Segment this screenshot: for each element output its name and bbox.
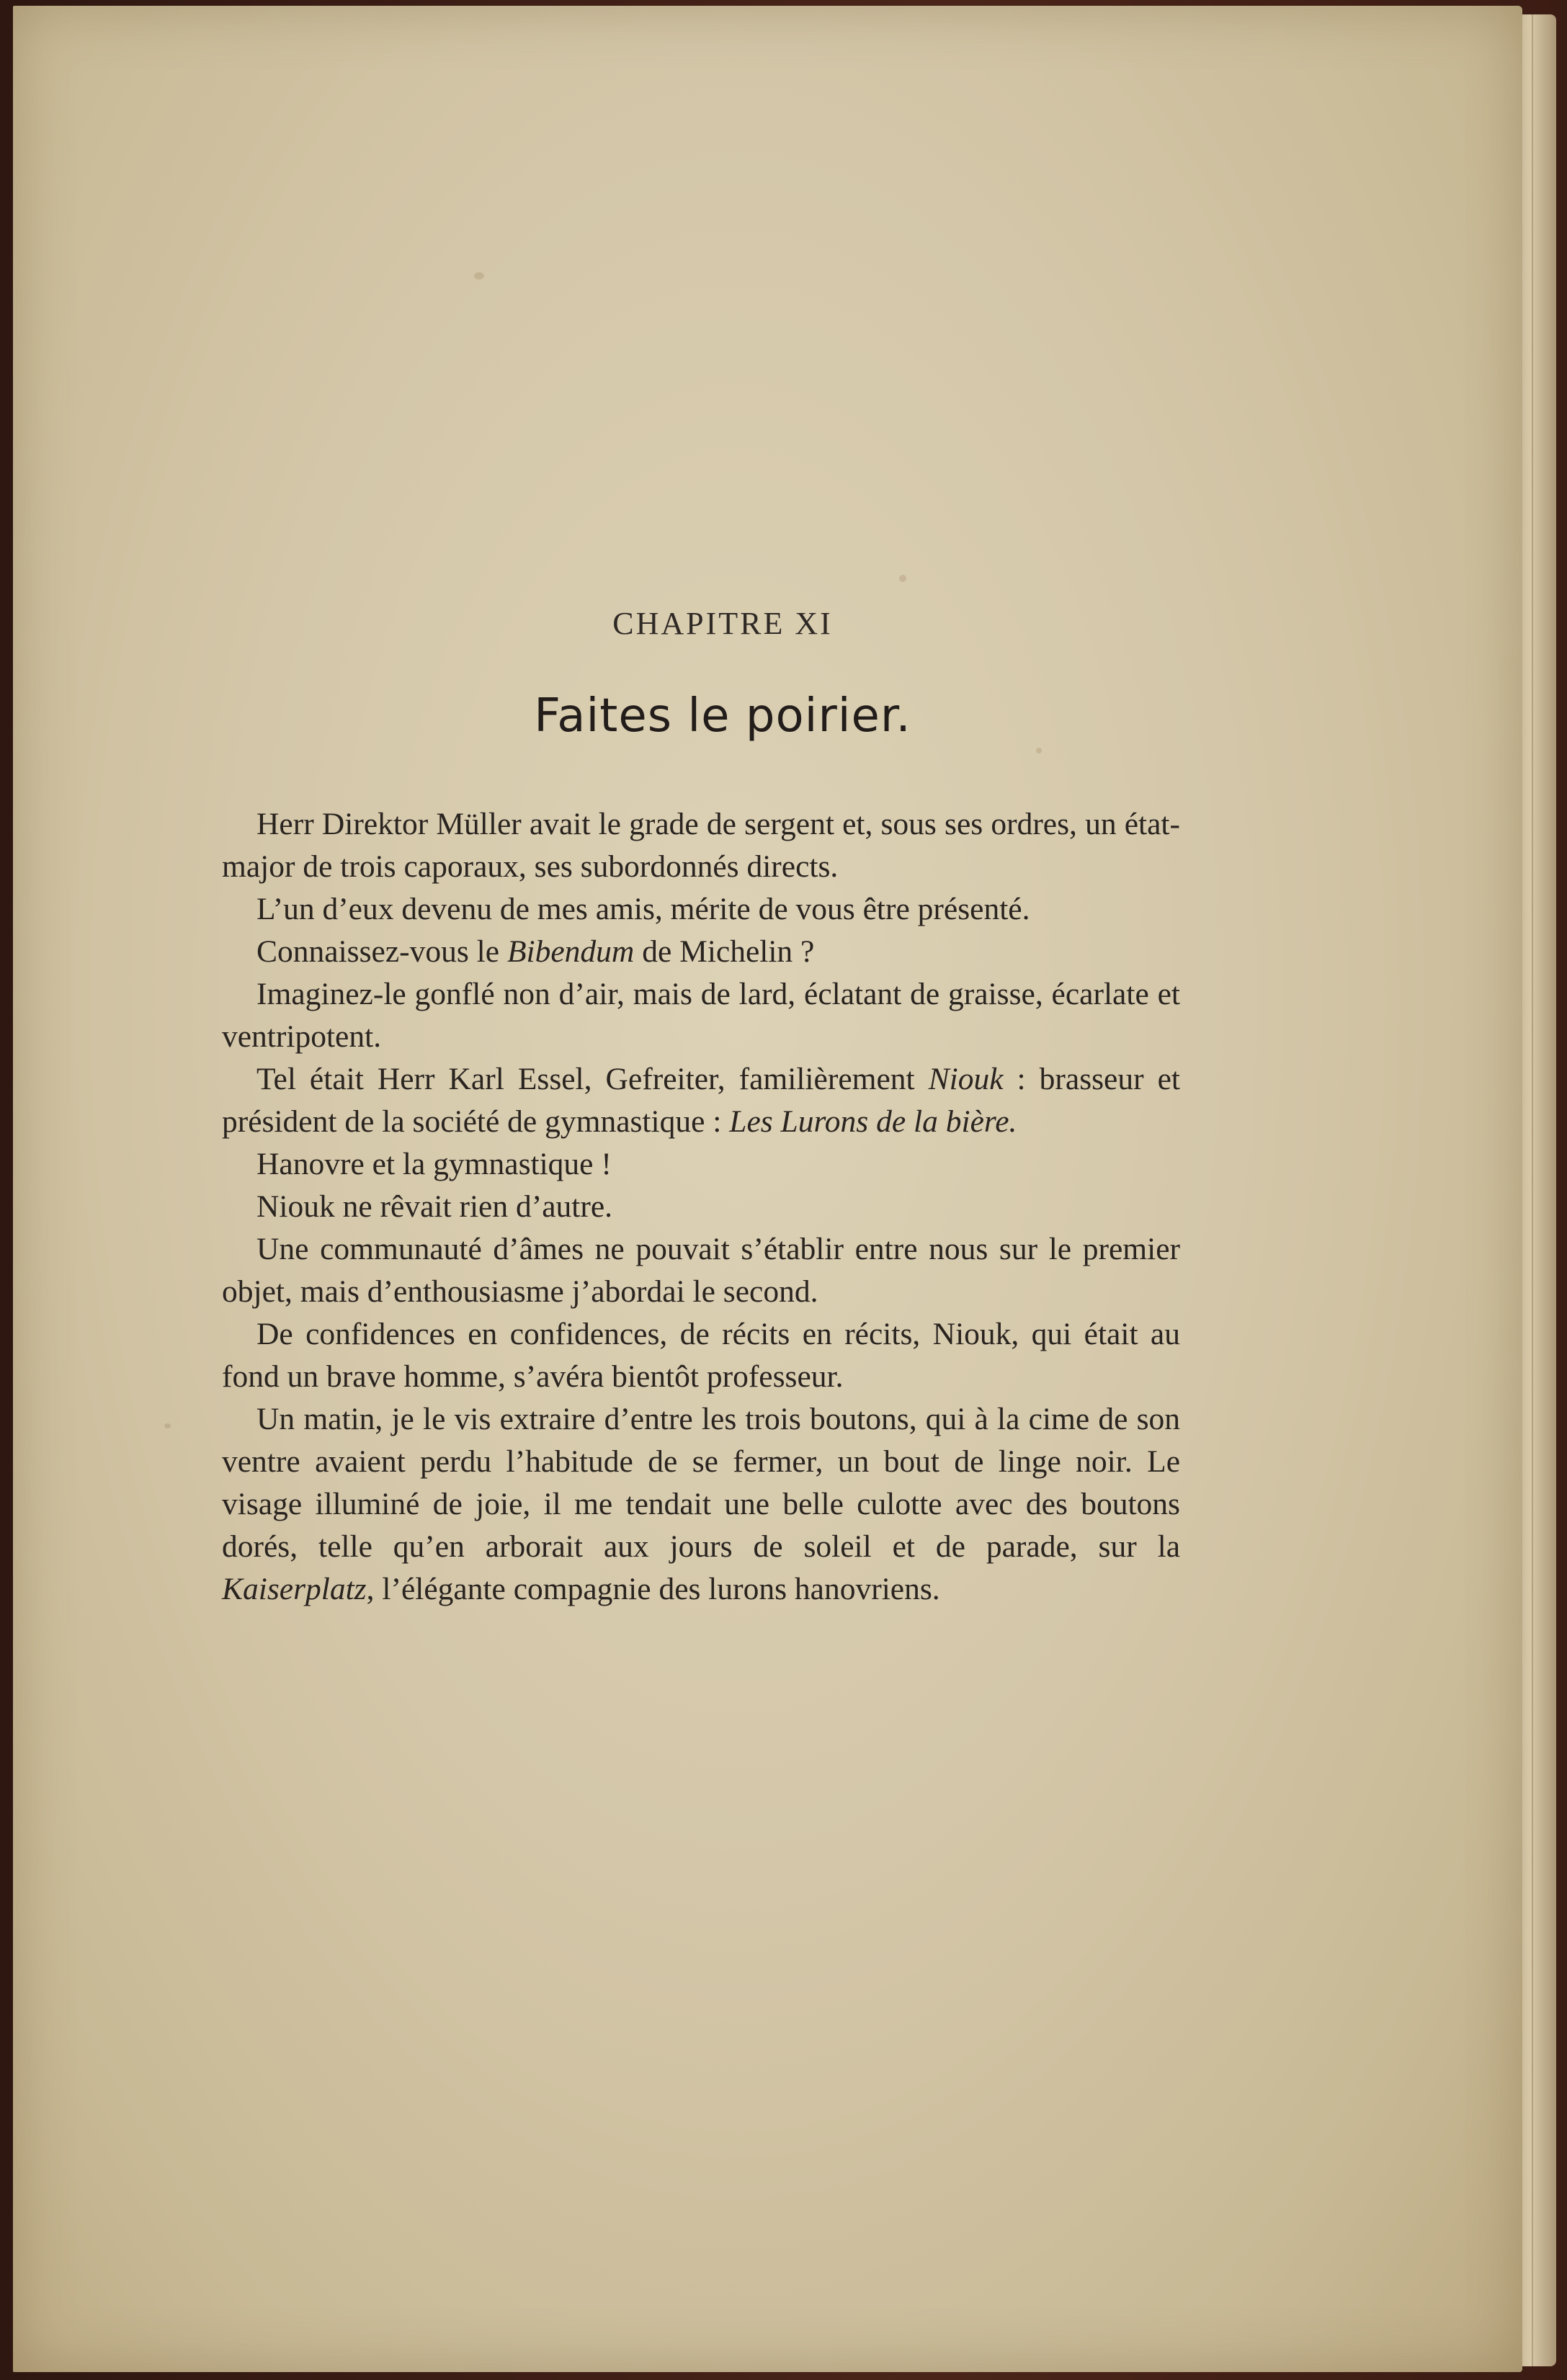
paragraph — [222, 1143, 1180, 1186]
paragraph — [222, 888, 1180, 931]
text-run: , l’élégante compagnie des lurons hanovriens. — [366, 1572, 940, 1606]
page-text-block — [222, 605, 1180, 1611]
paragraph — [222, 1186, 1180, 1228]
italic-text: Les Lurons de la bière. — [729, 1104, 1017, 1139]
paragraph — [222, 1228, 1180, 1313]
paper-spot — [899, 575, 906, 582]
italic-text: Niouk — [928, 1062, 1004, 1096]
text-run: De confidences en confidences, de récits en récits, Niouk, qui était au fond un brave homme, s’avéra bientôt professeur. — [222, 1317, 1180, 1394]
paper-spot — [164, 1423, 171, 1428]
italic-text: Kaiserplatz — [222, 1572, 367, 1606]
paragraph — [222, 1398, 1180, 1611]
text-run: Imaginez-le gonflé non d’air, mais de lard, éclatant de graisse, écarlate et ventripotent. — [222, 977, 1180, 1054]
text-run: L’un d’eux devenu de mes amis, mérite de vous être présenté. — [256, 892, 1030, 926]
paragraph — [222, 1313, 1180, 1398]
text-run: Niouk ne rêvait rien d’autre. — [256, 1189, 613, 1224]
book-page — [13, 6, 1522, 2372]
text-run: Tel était Herr Karl Essel, Gefreiter, familièrement — [256, 1062, 929, 1096]
text-run: : brasseur et président de la société de gymnastique : — [222, 1062, 1180, 1139]
paper-spot — [474, 272, 484, 279]
chapter-title: Faites le poirier. — [534, 689, 911, 743]
text-run: Herr Direktor Müller avait le grade de sergent et, sous ses ordres, un état-major de trois caporaux, ses subordonnés directs. — [222, 807, 1180, 884]
text-run: Connaissez-vous le — [256, 934, 507, 969]
chapter-label: CHAPITRE XI — [612, 606, 833, 641]
text-run: Un matin, je le vis extraire d’entre les trois boutons, qui à la cime de son ventre avaient perdu l’habitude de se fermer, un bout de linge noir. Le visage illuminé de joie, il me tendait une belle culotte avec des boutons dorés, telle qu’en arborait aux jours de soleil et de parade, sur la — [222, 1402, 1180, 1564]
paragraph — [222, 803, 1180, 888]
chapter-body — [222, 803, 1180, 1611]
text-run: de Michelin ? — [634, 934, 815, 969]
paragraph — [222, 931, 1180, 973]
text-run: Hanovre et la gymnastique ! — [256, 1147, 612, 1181]
paragraph — [222, 973, 1180, 1058]
italic-text: Bibendum — [506, 934, 635, 969]
paragraph — [222, 1058, 1180, 1143]
text-run: Une communauté d’âmes ne pouvait s’établir entre nous sur le premier objet, mais d’enthousiasme j’abordai le second. — [222, 1232, 1180, 1309]
